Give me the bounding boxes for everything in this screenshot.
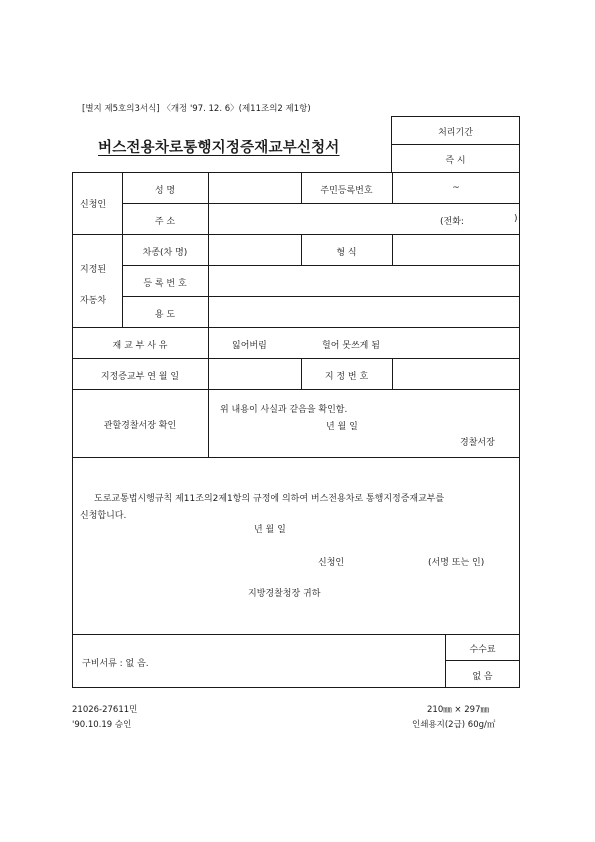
confirm-signer: 경찰서장 (460, 438, 495, 448)
statement-line-2: 신청합니다. (80, 511, 127, 521)
vehicle-type-field[interactable] (209, 235, 300, 264)
form-reference: [별지 제5호의3서식] 〈개정 '97. 12. 6〉(제11조의2 제1항) (82, 104, 311, 114)
police-confirm-label: 관할경찰서장 확인 (103, 421, 177, 431)
name-label: 성 명 (154, 186, 176, 196)
fee-value: 없 음 (472, 672, 493, 682)
vehicle-use-field[interactable] (209, 297, 519, 326)
vehicle-section-label-1: 지정된 (80, 265, 107, 275)
fee-label: 수수료 (469, 645, 496, 655)
statement-date: 년 월 일 (254, 525, 286, 535)
statement-sign-label: (서명 또는 인) (428, 558, 485, 568)
rrn-label: 주민등록번호 (320, 186, 373, 196)
vehicle-model-field[interactable] (393, 235, 519, 264)
form-code: 21026-27611민 (72, 705, 138, 715)
confirm-date: 년 월 일 (326, 422, 358, 432)
designation-number-field[interactable] (393, 359, 519, 388)
issue-date-field[interactable] (209, 359, 300, 388)
vehicle-model-label: 형 식 (336, 248, 357, 258)
reason-option-lost[interactable]: 잃어버림 (232, 341, 267, 351)
processing-label: 처리기간 (438, 128, 473, 138)
applicant-section-label: 신청인 (80, 200, 107, 210)
designation-number-label: 지 정 번 호 (324, 372, 369, 382)
statement-line-1: 도로교통법시행규칙 제11조의2제1항의 규정에 의하여 버스전용차로 통행지정증재교부를 (94, 494, 445, 504)
statement-applicant-label: 신청인 (318, 558, 345, 568)
vehicle-use-label: 용 도 (154, 310, 176, 320)
address-label: 주 소 (154, 217, 176, 227)
required-docs-label: 구비서류 : 없 음. (82, 659, 149, 669)
statement-recipient: 지방경찰청장 귀하 (248, 589, 321, 599)
vehicle-section-label-2: 자동차 (80, 296, 107, 306)
reason-option-damaged[interactable]: 헐어 못쓰게 됨 (322, 341, 380, 351)
vehicle-type-label: 차종(차 명) (142, 248, 188, 258)
approval-date: '90.10.19 승인 (72, 720, 132, 730)
processing-value: 즉 시 (445, 156, 466, 166)
rrn-field[interactable]: ~ (452, 183, 460, 193)
paper-spec: 인쇄용지(2급) 60g/㎡ (412, 720, 496, 730)
vehicle-reg-label: 등 록 번 호 (143, 279, 187, 289)
address-field[interactable] (209, 204, 429, 233)
confirm-text: 위 내용이 사실과 같음을 확인함. (220, 405, 348, 415)
phone-label: (전화: (440, 217, 464, 227)
paper-size: 210㎜ × 297㎜ (427, 705, 489, 715)
name-field[interactable] (209, 173, 300, 202)
issue-date-label: 지정증교부 연 월 일 (100, 372, 180, 382)
phone-close: ) (514, 214, 518, 224)
reissue-reason-label: 재 교 부 사 유 (112, 341, 168, 351)
form-title: 버스전용차로통행지정증재교부신청서 (98, 140, 340, 156)
vehicle-reg-field[interactable] (209, 266, 519, 295)
